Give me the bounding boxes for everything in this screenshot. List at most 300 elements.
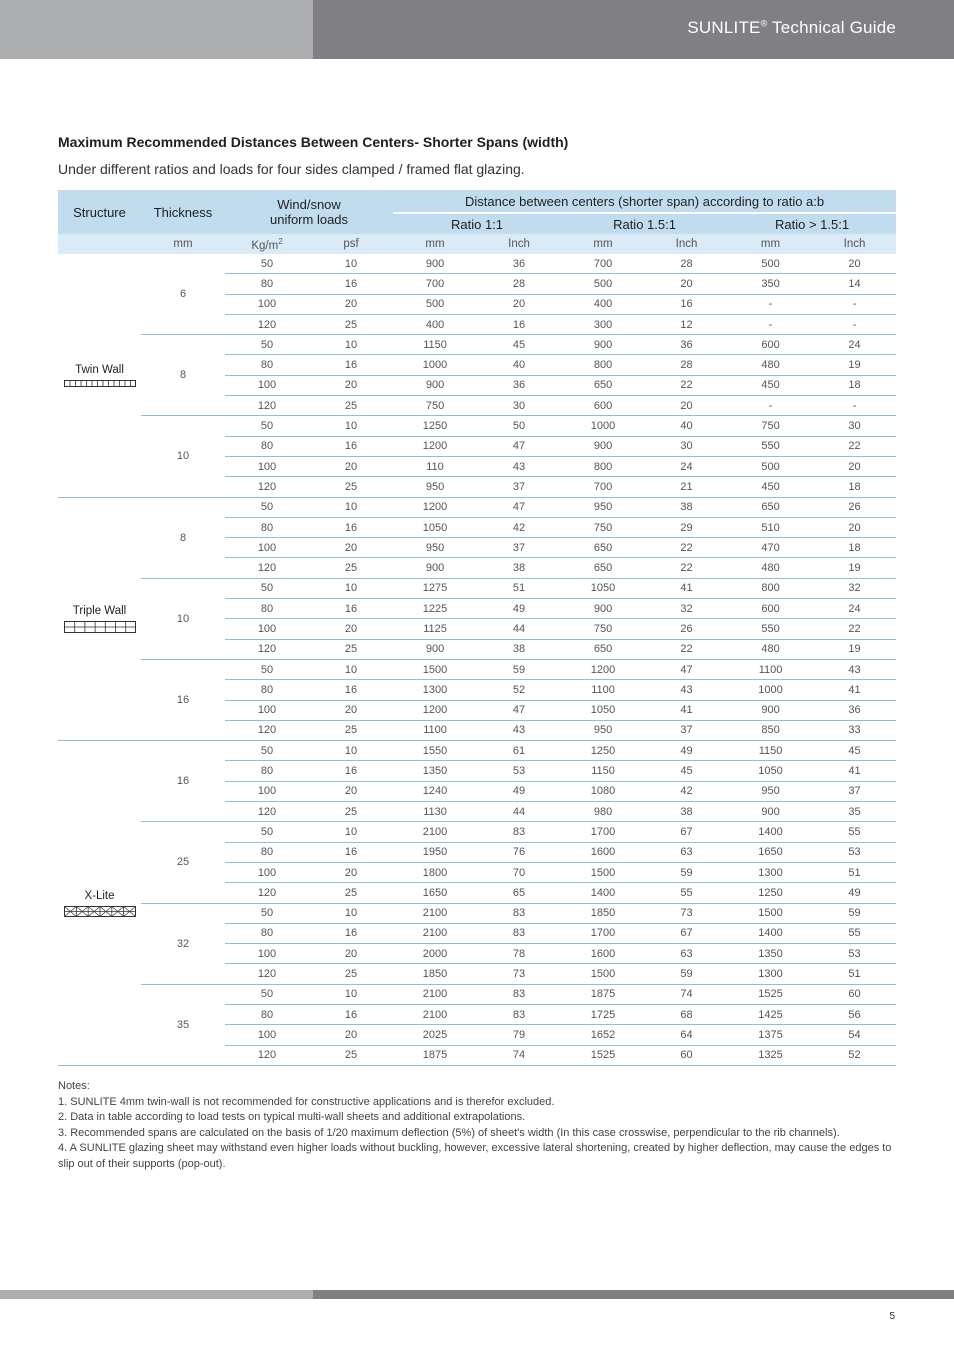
- load-psf-cell: 10: [309, 497, 393, 517]
- r1-mm-cell: 110: [393, 456, 477, 476]
- load-kgm2-cell: 100: [225, 1025, 309, 1045]
- load-psf-cell: 16: [309, 436, 393, 456]
- load-kgm2-cell: 50: [225, 497, 309, 517]
- r1-inch-cell: 43: [477, 456, 561, 476]
- r1-inch-cell: 30: [477, 396, 561, 416]
- load-psf-cell: 25: [309, 396, 393, 416]
- r1-inch-cell: 20: [477, 294, 561, 314]
- r3-mm-cell: 1650: [728, 842, 813, 862]
- r2-mm-cell: 1500: [561, 862, 645, 882]
- thickness-cell: 25: [141, 822, 225, 903]
- col-distance: Distance between centers (shorter span) according to ratio a:b: [393, 190, 896, 213]
- load-kgm2-cell: 120: [225, 802, 309, 822]
- r3-mm-cell: 1050: [728, 761, 813, 781]
- r1-mm-cell: 2100: [393, 822, 477, 842]
- r3-mm-cell: 1400: [728, 822, 813, 842]
- r3-mm-cell: 1000: [728, 680, 813, 700]
- structure-name: Twin Wall: [75, 363, 124, 376]
- col-ratio-gt-1-5-1: Ratio > 1.5:1: [728, 213, 896, 234]
- r2-mm-cell: 300: [561, 314, 645, 334]
- thickness-cell: 6: [141, 254, 225, 335]
- r2-inch-cell: 59: [645, 964, 728, 984]
- r1-inch-cell: 70: [477, 862, 561, 882]
- r2-mm-cell: 600: [561, 396, 645, 416]
- r1-inch-cell: 38: [477, 639, 561, 659]
- r2-mm-cell: 650: [561, 639, 645, 659]
- header-row-1: [58, 190, 896, 213]
- r2-mm-cell: 1000: [561, 416, 645, 436]
- r1-mm-cell: 1300: [393, 680, 477, 700]
- r1-inch-cell: 61: [477, 741, 561, 761]
- r2-mm-cell: 800: [561, 355, 645, 375]
- r2-inch-cell: 32: [645, 599, 728, 619]
- r1-mm-cell: 2025: [393, 1025, 477, 1045]
- thickness-cell: 10: [141, 578, 225, 659]
- r3-inch-cell: 60: [813, 984, 896, 1004]
- r1-inch-cell: 37: [477, 538, 561, 558]
- r1-inch-cell: 59: [477, 659, 561, 679]
- load-kgm2-cell: 80: [225, 680, 309, 700]
- structure-cell: [58, 497, 141, 741]
- r3-inch-cell: 33: [813, 720, 896, 740]
- table-row: [58, 903, 896, 923]
- load-kgm2-cell: 120: [225, 477, 309, 497]
- r1-inch-cell: 83: [477, 903, 561, 923]
- unit-kgm2: $Kg/m^2$: [225, 234, 309, 254]
- r3-mm-cell: 500: [728, 456, 813, 476]
- r2-mm-cell: 1652: [561, 1025, 645, 1045]
- load-psf-cell: 10: [309, 335, 393, 355]
- r2-inch-cell: 60: [645, 1045, 728, 1065]
- table-row: [58, 984, 896, 1004]
- load-kgm2-cell: 80: [225, 599, 309, 619]
- table-row: [58, 659, 896, 679]
- load-kgm2-cell: 80: [225, 761, 309, 781]
- r1-mm-cell: 950: [393, 538, 477, 558]
- load-kgm2-cell: 50: [225, 335, 309, 355]
- r2-mm-cell: 1050: [561, 578, 645, 598]
- r3-inch-cell: 51: [813, 862, 896, 882]
- r3-mm-cell: 1425: [728, 1004, 813, 1024]
- load-psf-cell: 16: [309, 274, 393, 294]
- r2-inch-cell: 73: [645, 903, 728, 923]
- load-kgm2-cell: 80: [225, 923, 309, 943]
- unit-r1-inch: Inch: [477, 234, 561, 254]
- notes: [58, 1079, 896, 1172]
- r3-inch-cell: 18: [813, 538, 896, 558]
- r2-mm-cell: 1050: [561, 700, 645, 720]
- load-kgm2-cell: 120: [225, 883, 309, 903]
- unit-blank: [58, 234, 141, 254]
- load-kgm2-cell: 120: [225, 720, 309, 740]
- load-psf-cell: 10: [309, 254, 393, 274]
- r1-mm-cell: 1050: [393, 517, 477, 537]
- notes-heading: Notes:: [58, 1080, 90, 1092]
- unit-r1-mm: mm: [393, 234, 477, 254]
- r3-inch-cell: 56: [813, 1004, 896, 1024]
- r1-inch-cell: 53: [477, 761, 561, 781]
- r3-mm-cell: 950: [728, 781, 813, 801]
- note-item: 2. Data in table according to load tests on typical multi-wall sheets and additional extrapolations.: [58, 1111, 526, 1123]
- r2-mm-cell: 700: [561, 254, 645, 274]
- r1-inch-cell: 45: [477, 335, 561, 355]
- r2-mm-cell: 650: [561, 375, 645, 395]
- r1-inch-cell: 83: [477, 1004, 561, 1024]
- r2-inch-cell: 22: [645, 639, 728, 659]
- r1-inch-cell: 40: [477, 355, 561, 375]
- r3-mm-cell: 1300: [728, 964, 813, 984]
- r3-mm-cell: 1150: [728, 741, 813, 761]
- r2-mm-cell: 500: [561, 274, 645, 294]
- r1-inch-cell: 51: [477, 578, 561, 598]
- r1-mm-cell: 1000: [393, 355, 477, 375]
- r1-inch-cell: 83: [477, 822, 561, 842]
- r2-mm-cell: 1600: [561, 842, 645, 862]
- r3-mm-cell: 1525: [728, 984, 813, 1004]
- r1-inch-cell: 78: [477, 944, 561, 964]
- load-psf-cell: 25: [309, 558, 393, 578]
- r3-inch-cell: -: [813, 294, 896, 314]
- col-structure: Structure: [58, 190, 141, 234]
- r1-inch-cell: 73: [477, 964, 561, 984]
- r3-mm-cell: 470: [728, 538, 813, 558]
- r3-inch-cell: 30: [813, 416, 896, 436]
- table-row: [58, 741, 896, 761]
- structure-name: Triple Wall: [72, 604, 127, 617]
- load-kgm2-cell: 50: [225, 578, 309, 598]
- r1-mm-cell: 1200: [393, 497, 477, 517]
- r2-mm-cell: 800: [561, 456, 645, 476]
- load-kgm2-cell: 80: [225, 355, 309, 375]
- r3-mm-cell: 600: [728, 599, 813, 619]
- r2-mm-cell: 700: [561, 477, 645, 497]
- r3-inch-cell: 49: [813, 883, 896, 903]
- r3-mm-cell: 480: [728, 639, 813, 659]
- r1-inch-cell: 44: [477, 802, 561, 822]
- r3-mm-cell: 550: [728, 436, 813, 456]
- load-psf-cell: 20: [309, 781, 393, 801]
- r3-inch-cell: 53: [813, 944, 896, 964]
- r3-inch-cell: 19: [813, 558, 896, 578]
- load-kgm2-cell: 50: [225, 903, 309, 923]
- r1-mm-cell: 400: [393, 314, 477, 334]
- structure-cell: [58, 741, 141, 1066]
- r2-mm-cell: 1850: [561, 903, 645, 923]
- r1-mm-cell: 1275: [393, 578, 477, 598]
- r3-mm-cell: 1500: [728, 903, 813, 923]
- r2-inch-cell: 47: [645, 659, 728, 679]
- r3-inch-cell: 20: [813, 254, 896, 274]
- r3-inch-cell: 41: [813, 761, 896, 781]
- load-kgm2-cell: 80: [225, 274, 309, 294]
- load-psf-cell: 10: [309, 741, 393, 761]
- load-kgm2-cell: 100: [225, 619, 309, 639]
- r1-inch-cell: 49: [477, 599, 561, 619]
- r3-inch-cell: 19: [813, 355, 896, 375]
- r3-mm-cell: 850: [728, 720, 813, 740]
- r3-mm-cell: 1400: [728, 923, 813, 943]
- load-psf-cell: 16: [309, 842, 393, 862]
- load-psf-cell: 16: [309, 1004, 393, 1024]
- r1-mm-cell: 900: [393, 375, 477, 395]
- load-psf-cell: 25: [309, 639, 393, 659]
- r2-mm-cell: 1525: [561, 1045, 645, 1065]
- r2-inch-cell: 26: [645, 619, 728, 639]
- r3-inch-cell: 22: [813, 436, 896, 456]
- unit-r3-mm: mm: [728, 234, 813, 254]
- r3-inch-cell: 18: [813, 477, 896, 497]
- r2-inch-cell: 21: [645, 477, 728, 497]
- r2-inch-cell: 45: [645, 761, 728, 781]
- r1-inch-cell: 28: [477, 274, 561, 294]
- load-psf-cell: 10: [309, 822, 393, 842]
- r2-inch-cell: 63: [645, 944, 728, 964]
- table-row: [58, 578, 896, 598]
- r1-mm-cell: 2100: [393, 923, 477, 943]
- r2-mm-cell: 1500: [561, 964, 645, 984]
- r3-inch-cell: 18: [813, 375, 896, 395]
- r1-mm-cell: 1875: [393, 1045, 477, 1065]
- r1-inch-cell: 36: [477, 254, 561, 274]
- r1-mm-cell: 1550: [393, 741, 477, 761]
- r2-mm-cell: 1080: [561, 781, 645, 801]
- r1-mm-cell: 1950: [393, 842, 477, 862]
- r1-inch-cell: 83: [477, 984, 561, 1004]
- load-kgm2-cell: 80: [225, 1004, 309, 1024]
- load-kgm2-cell: 120: [225, 314, 309, 334]
- section-title: Maximum Recommended Distances Between Centers- Shorter Spans (width): [58, 134, 569, 150]
- load-psf-cell: 16: [309, 923, 393, 943]
- footer-band-left: [0, 1290, 313, 1299]
- load-kgm2-cell: 120: [225, 639, 309, 659]
- r2-inch-cell: 12: [645, 314, 728, 334]
- r1-mm-cell: 1200: [393, 700, 477, 720]
- r2-inch-cell: 40: [645, 416, 728, 436]
- r3-inch-cell: 59: [813, 903, 896, 923]
- thickness-cell: 35: [141, 984, 225, 1065]
- r1-inch-cell: 36: [477, 375, 561, 395]
- r2-inch-cell: 22: [645, 558, 728, 578]
- r3-mm-cell: -: [728, 396, 813, 416]
- load-psf-cell: 10: [309, 984, 393, 1004]
- r3-inch-cell: 52: [813, 1045, 896, 1065]
- r3-inch-cell: 54: [813, 1025, 896, 1045]
- r2-mm-cell: 1150: [561, 761, 645, 781]
- load-kgm2-cell: 50: [225, 741, 309, 761]
- r3-inch-cell: 32: [813, 578, 896, 598]
- load-psf-cell: 20: [309, 456, 393, 476]
- r3-mm-cell: 800: [728, 578, 813, 598]
- load-kgm2-cell: 80: [225, 436, 309, 456]
- header-title: SUNLITE® Technical Guide: [687, 18, 896, 37]
- r3-inch-cell: 51: [813, 964, 896, 984]
- r1-mm-cell: 1800: [393, 862, 477, 882]
- note-item: 4. A SUNLITE glazing sheet may withstand even higher loads without buckling, however, excessive lateral shortening, created by higher deflection, may cause the edges to slip out of their supports (pop-out).: [58, 1142, 892, 1170]
- unit-r2-inch: Inch: [645, 234, 728, 254]
- r3-mm-cell: 350: [728, 274, 813, 294]
- r1-inch-cell: 52: [477, 680, 561, 700]
- unit-thickness-mm: mm: [141, 234, 225, 254]
- r2-mm-cell: 1725: [561, 1004, 645, 1024]
- r3-mm-cell: -: [728, 294, 813, 314]
- col-ratio-1-1: Ratio 1:1: [393, 213, 561, 234]
- r2-mm-cell: 1200: [561, 659, 645, 679]
- r1-inch-cell: 49: [477, 781, 561, 801]
- r3-inch-cell: 24: [813, 335, 896, 355]
- r3-inch-cell: 43: [813, 659, 896, 679]
- thickness-cell: 10: [141, 416, 225, 497]
- r3-mm-cell: 600: [728, 335, 813, 355]
- r1-inch-cell: 16: [477, 314, 561, 334]
- r2-inch-cell: 28: [645, 254, 728, 274]
- r3-inch-cell: 35: [813, 802, 896, 822]
- r3-mm-cell: 550: [728, 619, 813, 639]
- r3-mm-cell: 510: [728, 517, 813, 537]
- r1-inch-cell: 37: [477, 477, 561, 497]
- r2-inch-cell: 28: [645, 355, 728, 375]
- thickness-cell: 16: [141, 741, 225, 822]
- r2-mm-cell: 1100: [561, 680, 645, 700]
- thickness-cell: 32: [141, 903, 225, 984]
- r3-mm-cell: 1300: [728, 862, 813, 882]
- r1-mm-cell: 1500: [393, 659, 477, 679]
- r2-mm-cell: 900: [561, 335, 645, 355]
- load-psf-cell: 25: [309, 1045, 393, 1065]
- r2-mm-cell: 1875: [561, 984, 645, 1004]
- units-row: [58, 234, 896, 254]
- load-kgm2-cell: 120: [225, 396, 309, 416]
- footer-band-right: [313, 1290, 954, 1299]
- r3-mm-cell: 750: [728, 416, 813, 436]
- spans-table: [58, 190, 896, 1066]
- r2-inch-cell: 42: [645, 781, 728, 801]
- r3-mm-cell: 1375: [728, 1025, 813, 1045]
- r2-inch-cell: 43: [645, 680, 728, 700]
- r3-mm-cell: 1250: [728, 883, 813, 903]
- col-thickness: Thickness: [141, 190, 225, 234]
- r3-inch-cell: 41: [813, 680, 896, 700]
- load-kgm2-cell: 80: [225, 517, 309, 537]
- r1-mm-cell: 1130: [393, 802, 477, 822]
- r1-mm-cell: 2100: [393, 984, 477, 1004]
- load-psf-cell: 16: [309, 680, 393, 700]
- r2-inch-cell: 30: [645, 436, 728, 456]
- r2-inch-cell: 24: [645, 456, 728, 476]
- load-psf-cell: 20: [309, 294, 393, 314]
- r1-mm-cell: 900: [393, 639, 477, 659]
- r3-mm-cell: 450: [728, 375, 813, 395]
- load-kgm2-cell: 100: [225, 781, 309, 801]
- r3-mm-cell: 450: [728, 477, 813, 497]
- r2-inch-cell: 68: [645, 1004, 728, 1024]
- r2-mm-cell: 950: [561, 720, 645, 740]
- load-kgm2-cell: 120: [225, 964, 309, 984]
- r2-mm-cell: 750: [561, 619, 645, 639]
- r1-mm-cell: 2000: [393, 944, 477, 964]
- r2-inch-cell: 20: [645, 396, 728, 416]
- r1-inch-cell: 50: [477, 416, 561, 436]
- load-psf-cell: 10: [309, 659, 393, 679]
- triple-wall-icon: [58, 621, 141, 633]
- load-psf-cell: 20: [309, 944, 393, 964]
- r2-inch-cell: 36: [645, 335, 728, 355]
- r2-inch-cell: 22: [645, 538, 728, 558]
- r1-inch-cell: 43: [477, 720, 561, 740]
- r2-inch-cell: 74: [645, 984, 728, 1004]
- r3-inch-cell: 19: [813, 639, 896, 659]
- load-psf-cell: 25: [309, 477, 393, 497]
- load-psf-cell: 25: [309, 883, 393, 903]
- r3-inch-cell: 36: [813, 700, 896, 720]
- r1-inch-cell: 42: [477, 517, 561, 537]
- r2-mm-cell: 980: [561, 802, 645, 822]
- col-wind-loads: Wind/snow uniform loads: [225, 190, 393, 234]
- table-row: [58, 822, 896, 842]
- x-lite-icon: [58, 906, 141, 917]
- r3-mm-cell: 900: [728, 802, 813, 822]
- r1-mm-cell: 1100: [393, 720, 477, 740]
- r1-mm-cell: 1650: [393, 883, 477, 903]
- load-kgm2-cell: 50: [225, 984, 309, 1004]
- r1-mm-cell: 1240: [393, 781, 477, 801]
- r3-mm-cell: -: [728, 314, 813, 334]
- r1-mm-cell: 1225: [393, 599, 477, 619]
- r3-inch-cell: -: [813, 396, 896, 416]
- r2-inch-cell: 55: [645, 883, 728, 903]
- r2-mm-cell: 1250: [561, 741, 645, 761]
- load-kgm2-cell: 100: [225, 538, 309, 558]
- r1-mm-cell: 1250: [393, 416, 477, 436]
- r3-mm-cell: 1350: [728, 944, 813, 964]
- r3-inch-cell: 55: [813, 822, 896, 842]
- load-psf-cell: 10: [309, 416, 393, 436]
- r3-inch-cell: 53: [813, 842, 896, 862]
- thickness-cell: 8: [141, 497, 225, 578]
- thickness-cell: 16: [141, 659, 225, 740]
- table-row: [58, 416, 896, 436]
- r2-inch-cell: 29: [645, 517, 728, 537]
- unit-r3-inch: Inch: [813, 234, 896, 254]
- load-psf-cell: 16: [309, 761, 393, 781]
- r2-inch-cell: 41: [645, 578, 728, 598]
- load-psf-cell: 16: [309, 355, 393, 375]
- r1-mm-cell: 2100: [393, 903, 477, 923]
- header-band-left: [0, 0, 313, 59]
- r1-mm-cell: 900: [393, 558, 477, 578]
- r3-mm-cell: 1100: [728, 659, 813, 679]
- load-psf-cell: 20: [309, 700, 393, 720]
- load-psf-cell: 20: [309, 862, 393, 882]
- r2-mm-cell: 1700: [561, 822, 645, 842]
- r3-inch-cell: -: [813, 314, 896, 334]
- r3-mm-cell: 480: [728, 355, 813, 375]
- r2-inch-cell: 16: [645, 294, 728, 314]
- r1-mm-cell: 2100: [393, 1004, 477, 1024]
- r3-inch-cell: 22: [813, 619, 896, 639]
- r1-mm-cell: 500: [393, 294, 477, 314]
- page-number: 5: [889, 1311, 895, 1322]
- r2-mm-cell: 1400: [561, 883, 645, 903]
- r1-mm-cell: 1850: [393, 964, 477, 984]
- load-psf-cell: 10: [309, 578, 393, 598]
- header-band-right: [313, 0, 954, 59]
- table-row: [58, 335, 896, 355]
- thickness-cell: 8: [141, 335, 225, 416]
- r3-inch-cell: 45: [813, 741, 896, 761]
- load-psf-cell: 25: [309, 314, 393, 334]
- load-kgm2-cell: 80: [225, 842, 309, 862]
- unit-r2-mm: mm: [561, 234, 645, 254]
